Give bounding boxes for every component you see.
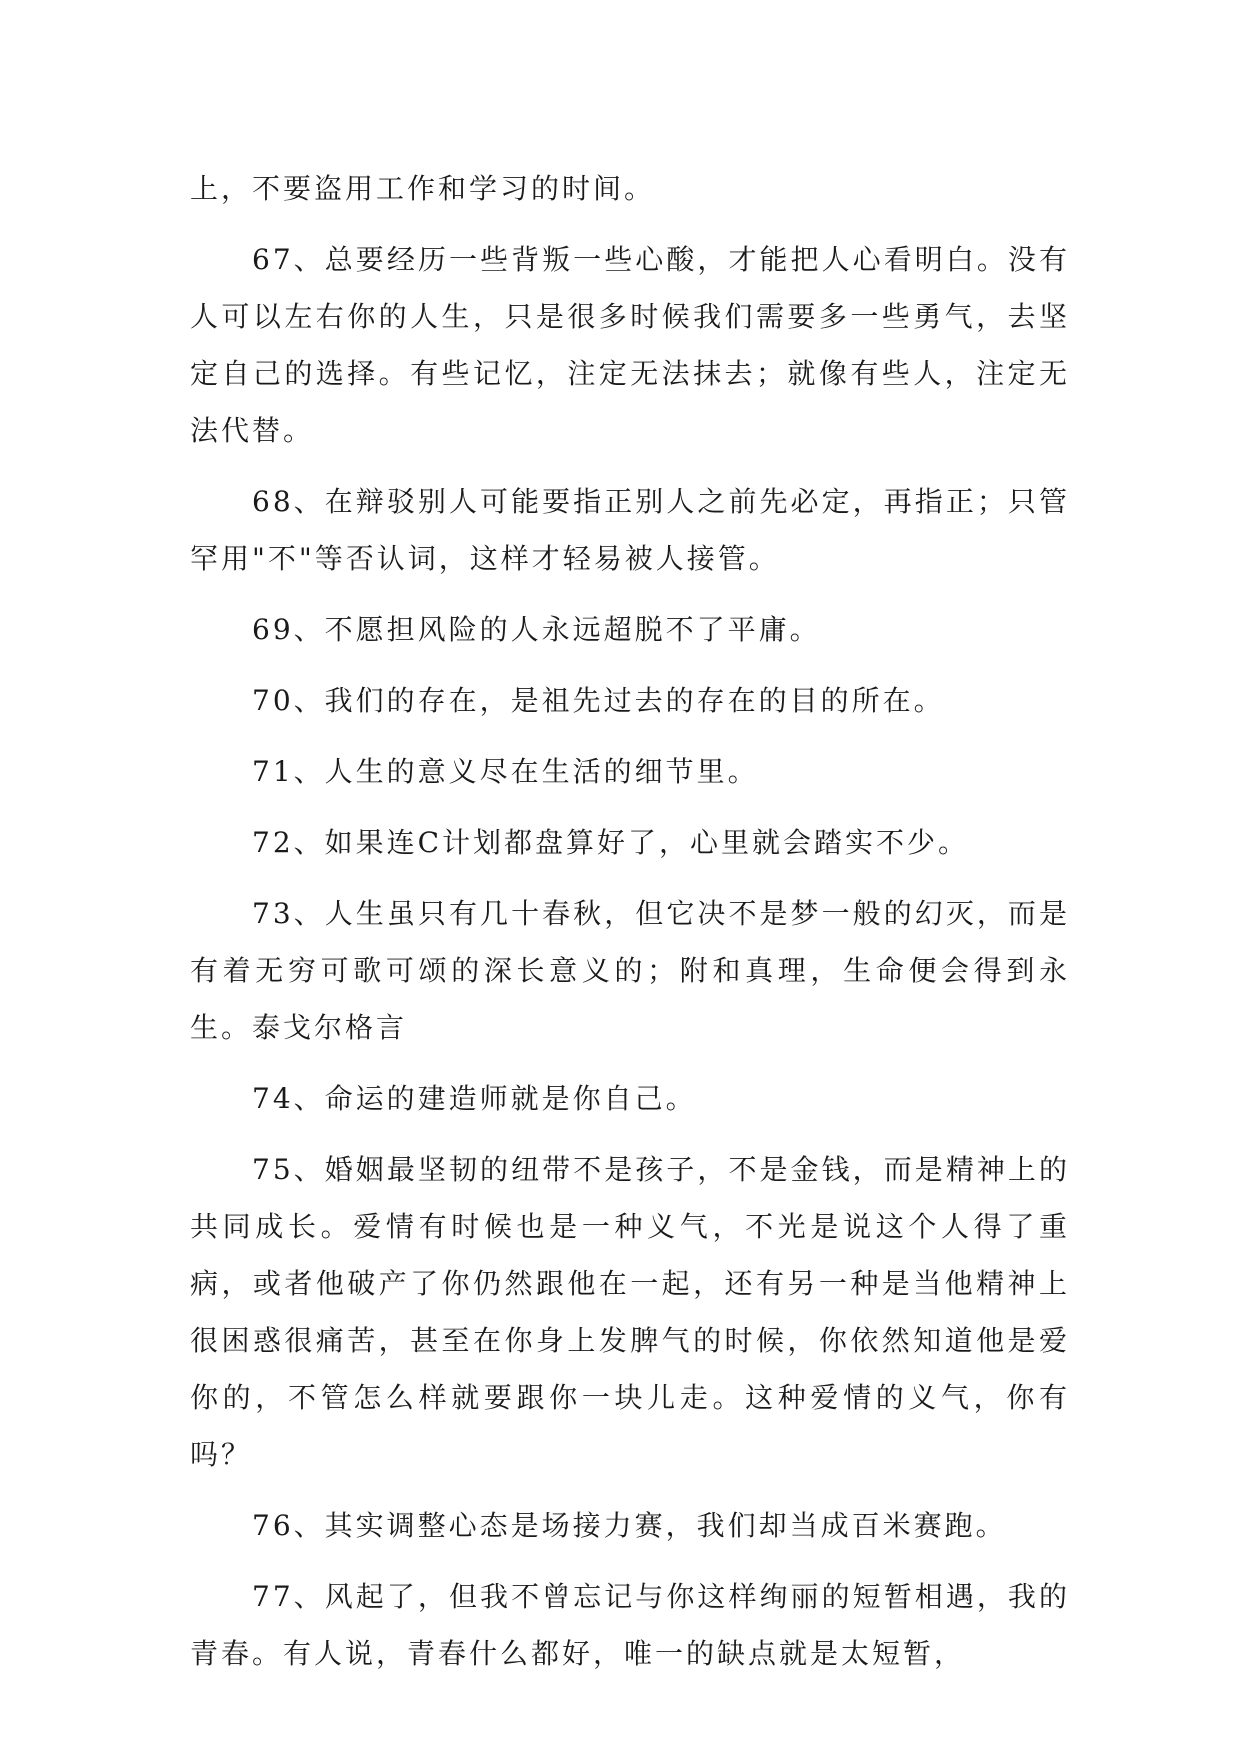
paragraph-item-70: 70、我们的存在，是祖先过去的存在的目的所在。 bbox=[252, 684, 945, 717]
paragraph-item-75: 75、婚姻最坚韧的纽带不是孩子，不是金钱，而是精神上的共同成长。爱情有时候也是一种义气，不光是说这个人得了重病，或者他破产了你仍然跟他在一起，还有另一种是当他精神上很困惑很痛苦，甚至在你身上发脾气的时候，你依然知道他是爱你的，不管怎么样就要跟你一块儿走。这种爱情的义气，你有吗？ bbox=[190, 1153, 1070, 1471]
paragraph-item-77: 77、风起了，但我不曾忘记与你这样绚丽的短暂相遇，我的青春。有人说，青春什么都好，唯一的缺点就是太短暂， bbox=[190, 1580, 1070, 1670]
paragraph-item-72: 72、如果连C计划都盘算好了，心里就会踏实不少。 bbox=[252, 826, 970, 859]
document-body bbox=[190, 160, 1070, 1696]
paragraph-item-76: 76、其实调整心态是场接力赛，我们却当成百米赛跑。 bbox=[252, 1509, 1007, 1542]
paragraph-item-67: 67、总要经历一些背叛一些心酸，才能把人心看明白。没有人可以左右你的人生，只是很多时候我们需要多一些勇气，去坚定自己的选择。有些记忆，注定无法抹去；就像有些人，注定无法代替。 bbox=[190, 243, 1070, 447]
paragraph-item-74: 74、命运的建造师就是你自己。 bbox=[252, 1082, 697, 1115]
paragraph-item-71: 71、人生的意义尽在生活的细节里。 bbox=[252, 755, 759, 788]
paragraph-item-73: 73、人生虽只有几十春秋，但它决不是梦一般的幻灭，而是有着无穷可歌可颂的深长意义的；附和真理，生命便会得到永生。泰戈尔格言 bbox=[190, 897, 1070, 1044]
paragraph-item-69: 69、不愿担风险的人永远超脱不了平庸。 bbox=[252, 613, 821, 646]
paragraph-continuation: 上，不要盗用工作和学习的时间。 bbox=[190, 172, 656, 205]
paragraph-item-68: 68、在辩驳别人可能要指正别人之前先必定，再指正；只管罕用"不"等否认词，这样才轻易被人接管。 bbox=[190, 485, 1070, 575]
